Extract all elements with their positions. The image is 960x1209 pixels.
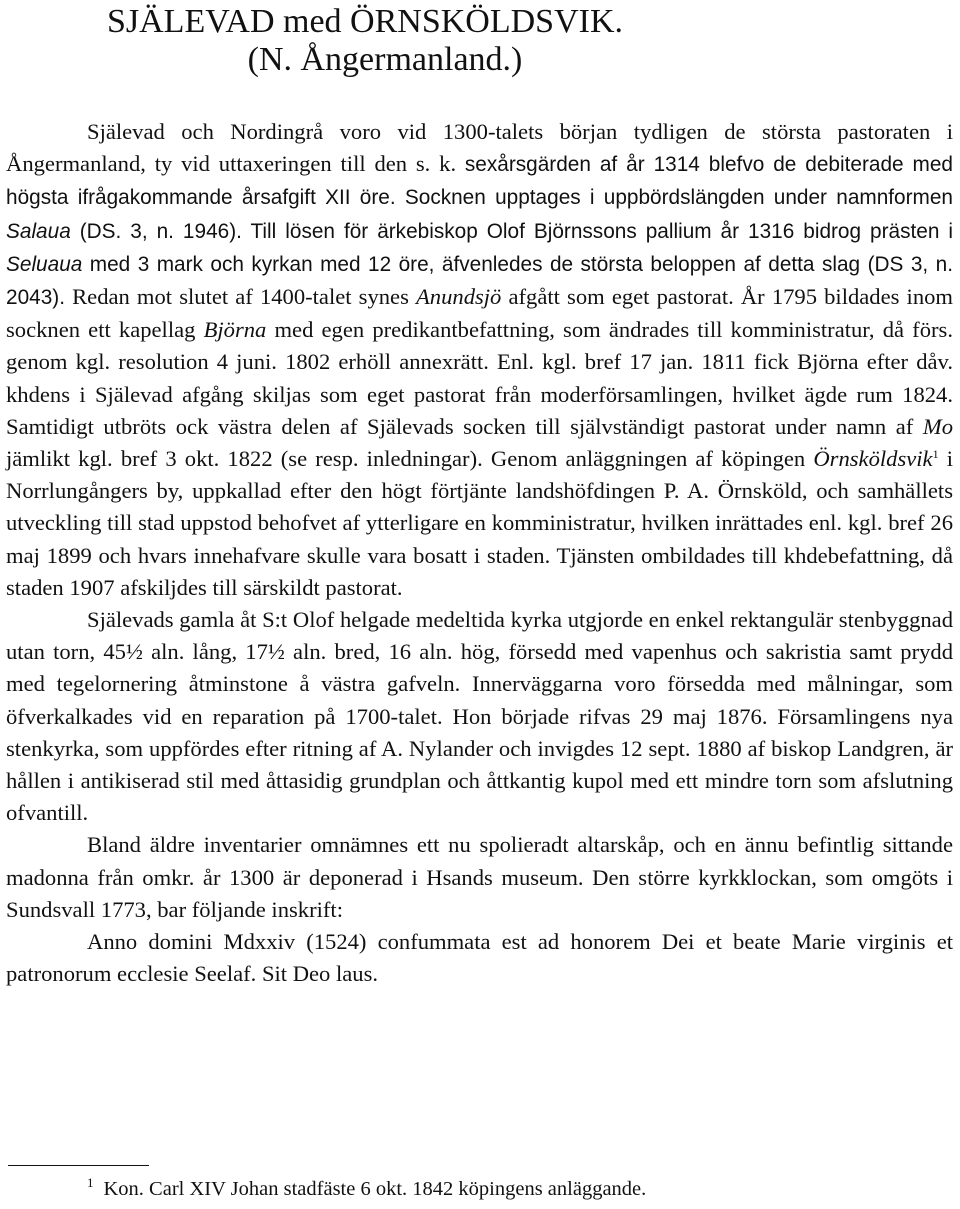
text-segment: i Norrlungångers by, uppkallad efter den högt förtjänte landshöfdingen P. A. Örnsköld, och samhällets utveckling till stad uppstod behofvet af ytterligare en komministratur, hvilken inrättades enl. kgl. bref 26 maj 1899 och hvars innehafvare skulle vara bosatt i staden. Tjänsten ombildades till khdebefattning, då staden 1907 afskiljdes till särskildt pastorat. <box>6 446 953 600</box>
paragraph <box>6 829 953 926</box>
italic-text: Örnsköldsvik <box>813 446 933 472</box>
footnote-divider <box>8 1165 149 1166</box>
text-segment: jämlikt kgl. bref 3 okt. 1822 (se resp. inledningar). Genom anläggningen af köpingen <box>6 446 814 472</box>
paragraph <box>6 926 953 990</box>
footnote-number: 1 <box>87 1175 94 1190</box>
italic-text: Anundsjö <box>416 284 502 310</box>
page-subtitle: (N. Ångermanland.) <box>247 41 523 78</box>
italic-text: Seluaua <box>6 252 83 276</box>
text-segment: med 3 mark och kyrkan med 12 öre, äfvenledes de största beloppen af detta slag (DS 3, n. 2043). <box>6 252 953 310</box>
text-segment: Anno domini Mdxxiv (1524) confummata est ad honorem Dei et beate Marie virginis et patronorum ecclesie Seelaf. Sit Deo laus. <box>6 929 953 987</box>
text-segment: Redan mot slutet af 1400-talet synes <box>64 284 416 310</box>
text-segment: Själevads gamla åt S:t Olof helgade medeltida kyrka utgjorde en enkel rektangulär stenbyggnad utan torn, 45½ aln. lång, 17½ aln. bred, 16 aln. hög, försedd med vapenhus och sakristia samt prydd med tegelornering åtminstone å västra gafveln. Innerväggarna voro försedda med målningar, som öfverkalkades vid en reparation på 1700-talet. Hon började rifvas 29 maj 1876. Församlingens nya stenkyrka, som uppfördes efter ritning af A. Nylander och invigdes 12 sept. 1880 af biskop Landgren, är hållen i antikiserad stil med åttasidig grundplan och åttkantig kupol med ett mindre torn som afslutning ofvantill. <box>6 607 953 826</box>
paragraph <box>6 116 953 604</box>
footnote-text: Kon. Carl XIV Johan stadfäste 6 okt. 1842 köpingens anläggande. <box>103 1178 647 1200</box>
italic-text: Mo <box>922 413 953 439</box>
page-title: SJÄLEVAD med ÖRNSKÖLDSVIK. <box>106 3 623 40</box>
footnote-reference: 1 <box>932 447 939 462</box>
text-segment: sexårsgärden af år 1314 blefvo de debiterade med högsta ifrågakommande årsafgift XII öre. Socknen upptages i uppbördslängden under namnformen <box>6 153 953 210</box>
text-segment: (DS. 3, n. 1946). Till lösen för ärkebiskop Olof Björnssons pallium år 1316 bidrog prästen i <box>70 219 953 243</box>
text-segment: afgått som eget pastorat. År 1795 bildades inom socknen ett kapellag <box>6 284 953 343</box>
body-text <box>6 116 953 990</box>
text-segment: Bland äldre inventarier omnämnes ett nu spolieradt altarskåp, och en ännu befintlig sittande madonna från omkr. år 1300 är deponerad i Hsands museum. Den större kyrkklockan, som omgöts i Sundsvall 1773, bar följande inskrift: <box>6 832 953 922</box>
italic-text: Salaua <box>6 219 71 243</box>
text-segment: Själevad och Nordingrå voro vid 1300-talets början tydligen de största pastoraten i Ångermanland, ty vid uttaxeringen till den s. k. <box>6 119 953 177</box>
paragraph <box>6 604 953 829</box>
footnote <box>87 1176 646 1202</box>
text-segment: med egen predikantbefattning, som ändrades till komministratur, då förs. genom kgl. resolution 4 juni. 1802 erhöll annexrätt. Enl. kgl. bref 17 jan. 1811 fick Björna efter dåv. khdens i Själevad afgång skiljas som eget pastorat från moderförsamlingen, hvilket ägde rum 1824. Samtidigt utbröts ock västra delen af Själevads socken till självständigt pastorat under namn af <box>6 317 953 439</box>
italic-text: Björna <box>203 317 267 343</box>
